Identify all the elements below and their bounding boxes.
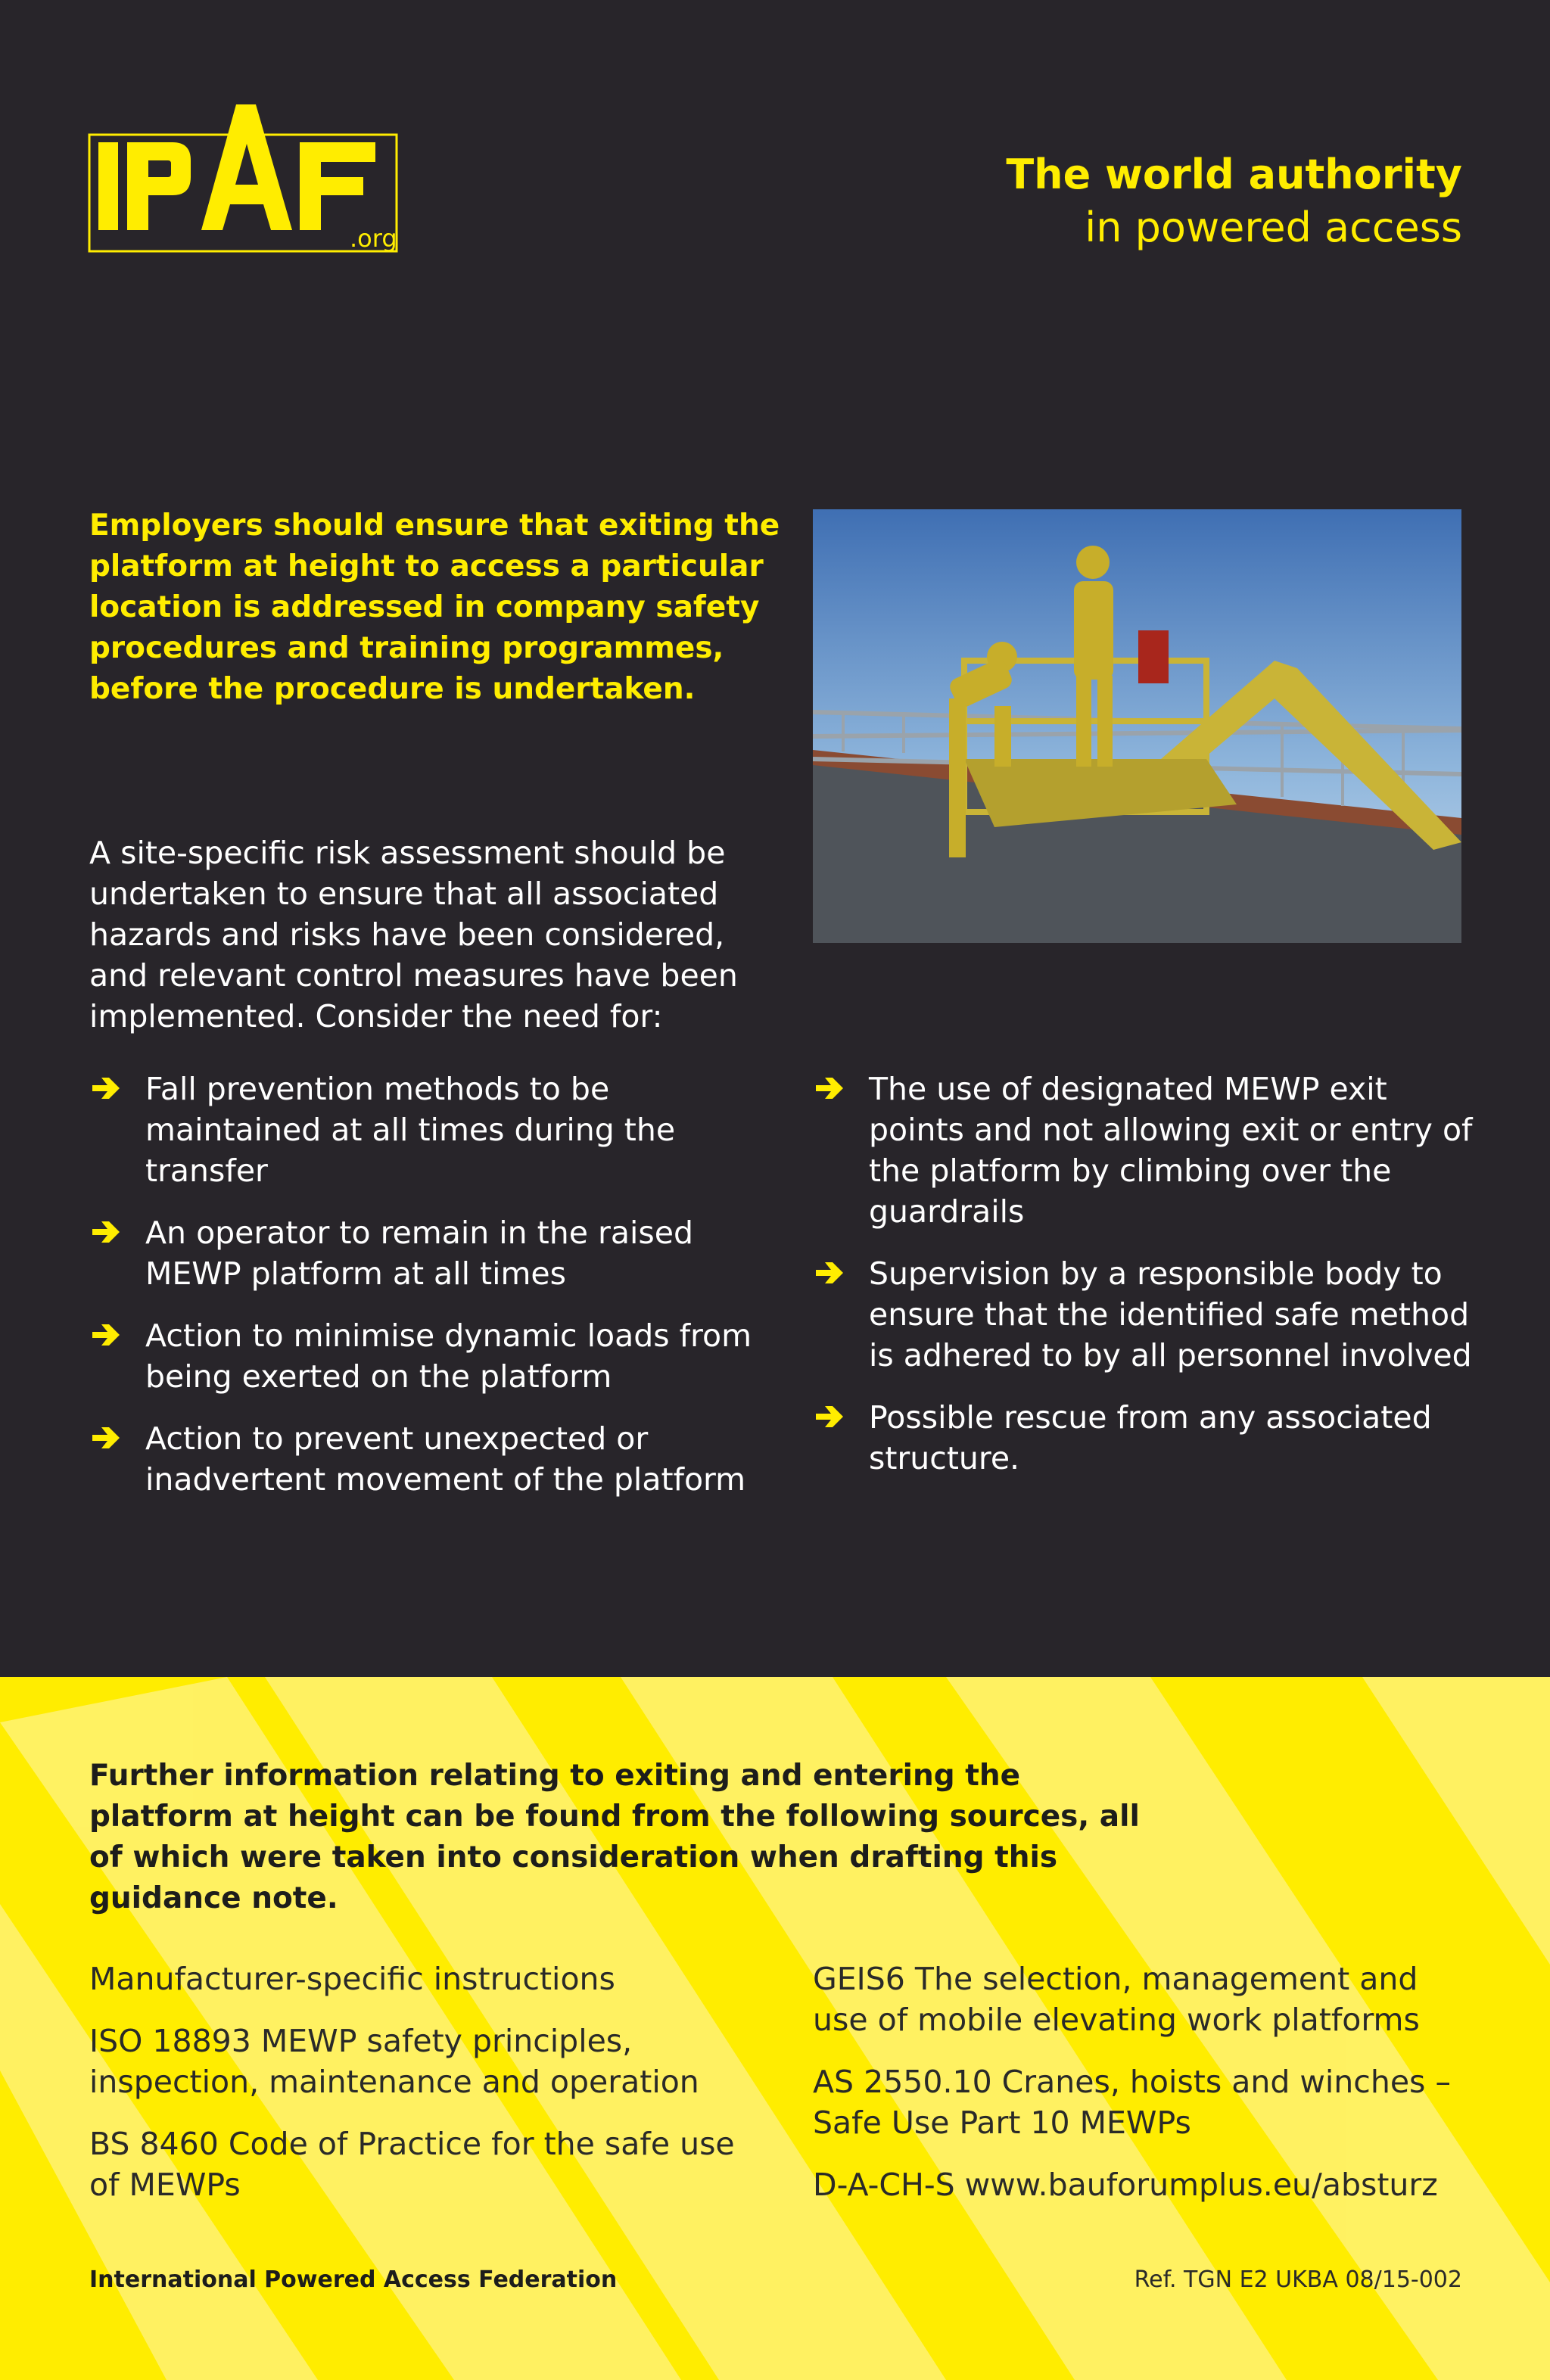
bullet-text: Action to prevent unexpected or inadvertent movement of the platform (145, 1420, 746, 1498)
arrow-right-icon (89, 1218, 123, 1246)
logo-suffix: .org (350, 224, 397, 253)
list-item (813, 1397, 1479, 1479)
document-reference: Ref. TGN E2 UKBA 08/15-002 (1134, 2266, 1462, 2293)
bullet-text: The use of designated MEWP exit points and not allowing exit or entry of the platform by climbing over the guardrails (869, 1071, 1473, 1230)
arrow-right-icon (813, 1259, 846, 1286)
bullet-text: Action to minimise dynamic loads from being exerted on the platform (145, 1318, 752, 1395)
further-info-heading: Further information relating to exiting and entering the platform at height can be found from the following sources, all of which were taken into consideration when drafting this guidance note. (89, 1759, 1140, 1915)
arrow-right-icon (813, 1075, 846, 1102)
bullet-text: Fall prevention methods to be maintained at all times during the transfer (145, 1071, 676, 1189)
bullet-text: Supervision by a responsible body to ensure that the identified safe method is adhered to by all personnel involved (869, 1255, 1472, 1374)
list-item (89, 1418, 755, 1500)
bullet-text: An operator to remain in the raised MEWP platform at all times (145, 1215, 693, 1292)
tagline-line-2: in powered access (1085, 204, 1462, 251)
arrow-right-icon (89, 1075, 123, 1102)
intro-statement: Employers should ensure that exiting the platform at height to access a particular location is addressed in company safety procedures and training programmes, before the procedure is undertaken. (89, 509, 780, 706)
tagline (1006, 148, 1462, 254)
arrow-right-icon (89, 1424, 123, 1451)
list-item (813, 1253, 1479, 1376)
source-item: BS 8460 Code of Practice for the safe use of MEWPs (89, 2126, 735, 2203)
organisation-name: International Powered Access Federation (89, 2266, 618, 2293)
source-item: GEIS6 The selection, management and use of mobile elevating work platforms (813, 1961, 1420, 2038)
source-item: Manufacturer-specific instructions (89, 1961, 615, 1997)
source-item: D-A-CH-S www.bauforumplus.eu/absturz (813, 2167, 1438, 2203)
source-item: AS 2550.10 Cranes, hoists and winches – Safe Use Part 10 MEWPs (813, 2064, 1451, 2141)
sources-right (813, 1958, 1479, 2226)
list-item (813, 1069, 1479, 1232)
arrow-right-icon (813, 1403, 846, 1430)
bullet-list-right (813, 1069, 1479, 1500)
arrow-right-icon (89, 1321, 123, 1349)
bullet-text: Possible rescue from any associated structure. (869, 1399, 1432, 1476)
mewp-illustration (813, 509, 1461, 943)
sources-left (89, 1958, 755, 2226)
bullet-list-left (89, 1069, 755, 1521)
ipaf-logo (88, 98, 400, 254)
list-item (89, 1212, 755, 1294)
tagline-line-1: The world authority (1006, 151, 1462, 198)
list-item (89, 1069, 755, 1191)
risk-assessment-paragraph: A site-specific risk assessment should be undertaken to ensure that all associated hazards and risks have been considered, and relevant control measures have been implemented. Consider the need for: (89, 835, 738, 1034)
source-item: ISO 18893 MEWP safety principles, inspection, maintenance and operation (89, 2023, 699, 2100)
list-item (89, 1315, 755, 1397)
